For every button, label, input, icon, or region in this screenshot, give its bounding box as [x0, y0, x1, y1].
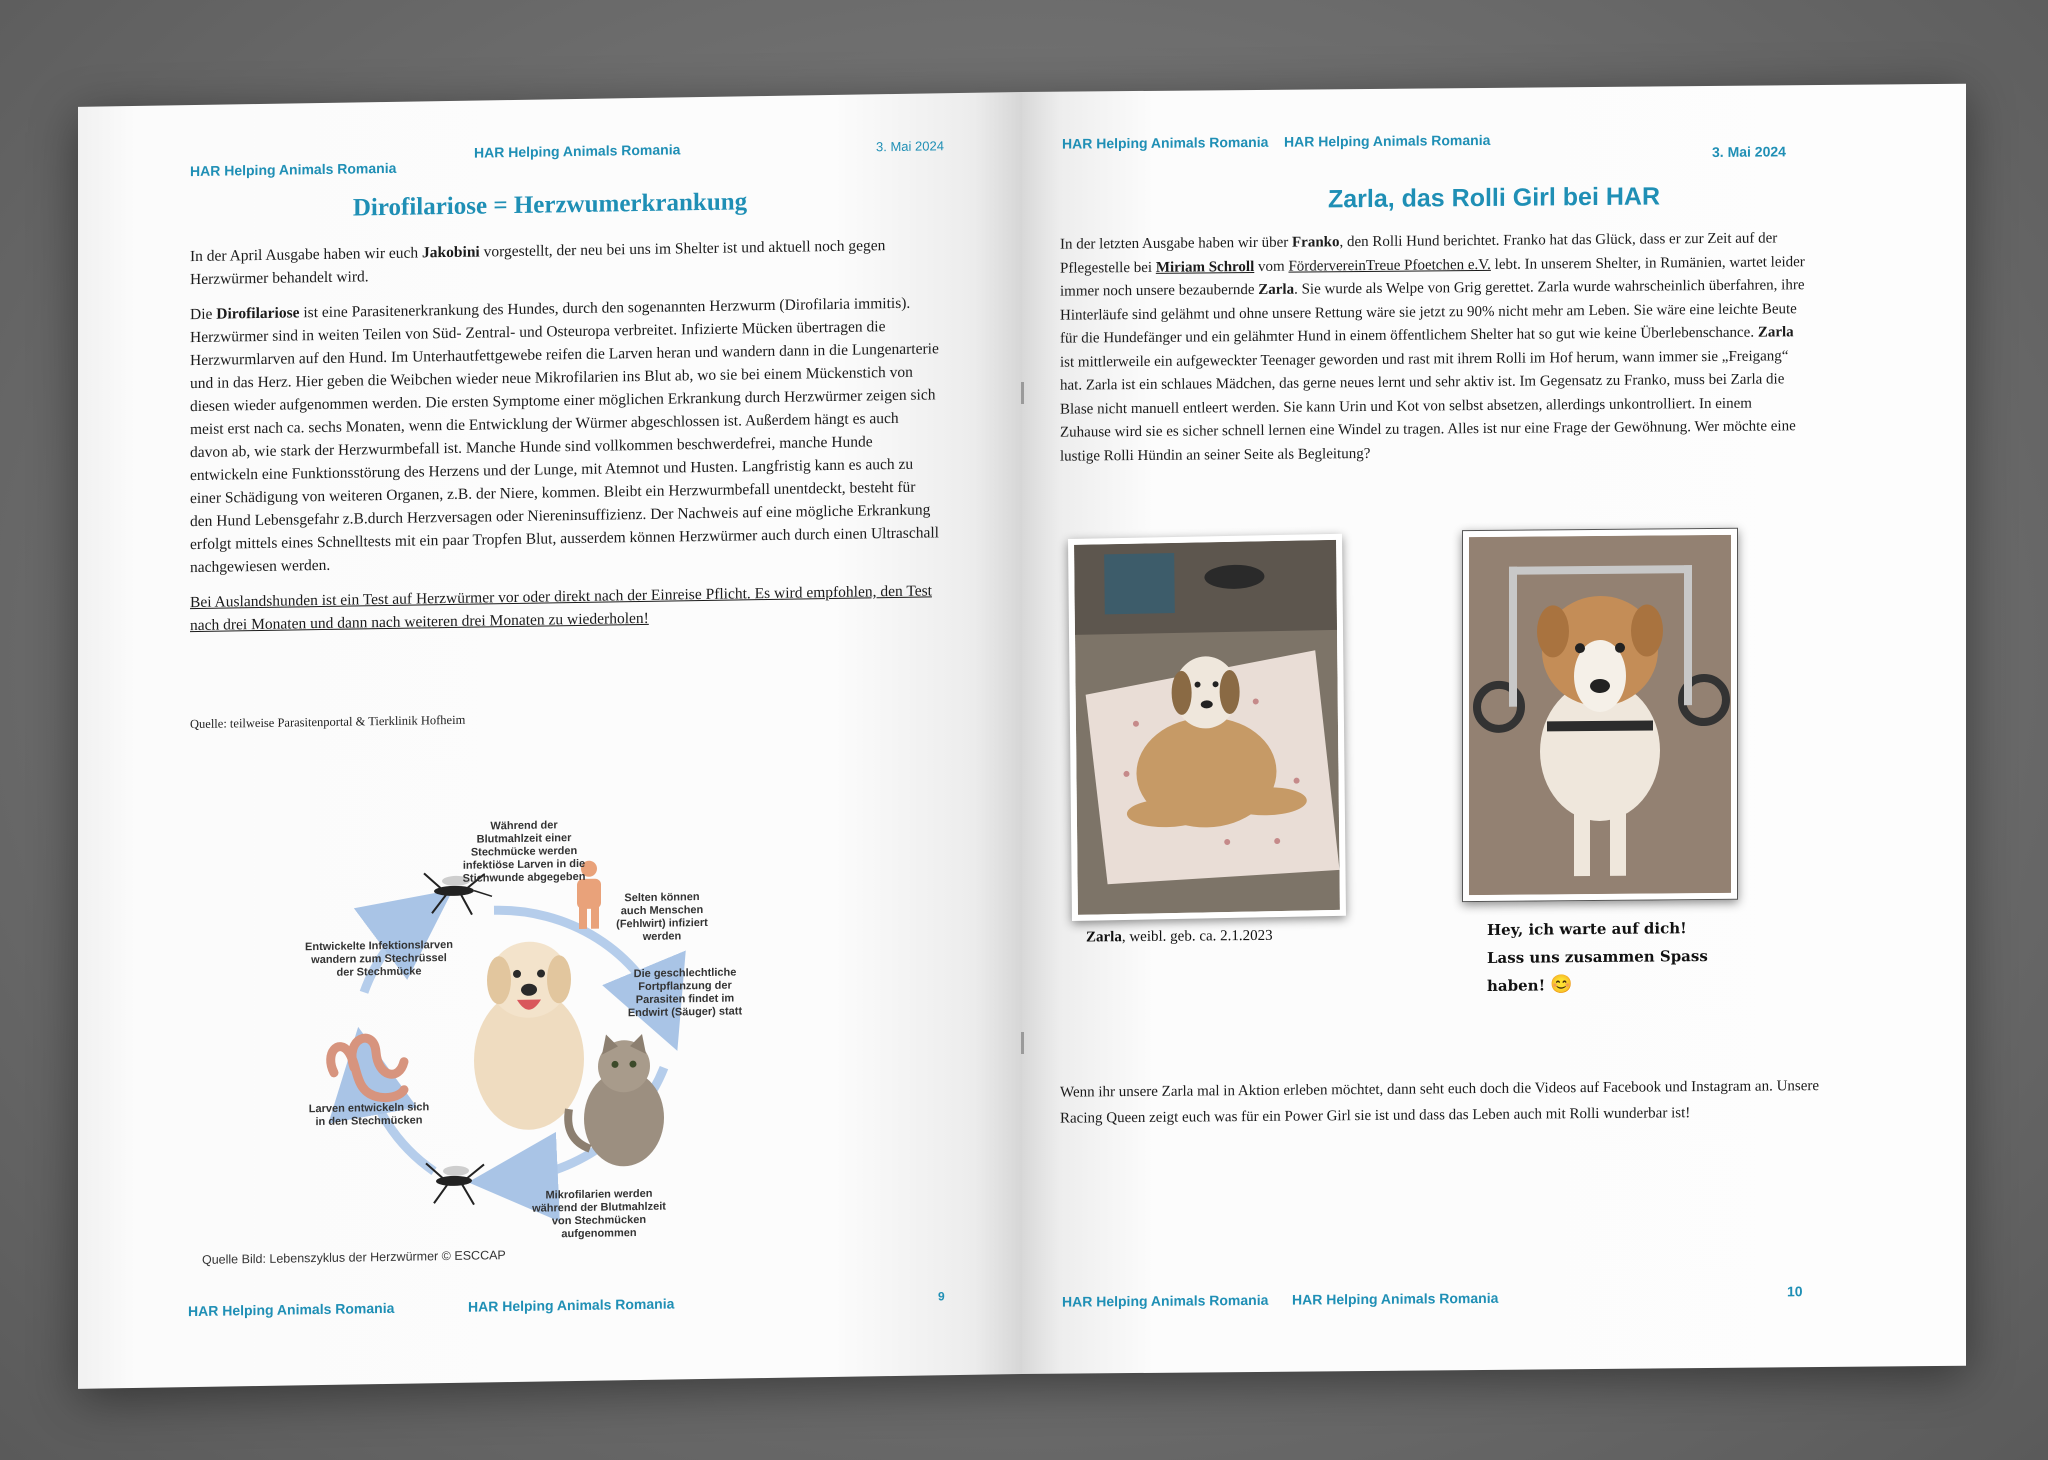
label-left-top: Entwickelte Infektionslarven wandern zum Stechrüssel der Stechmücke	[305, 938, 453, 979]
header-org-b: HAR Helping Animals Romania	[1284, 131, 1491, 150]
speech-text	[1487, 914, 1708, 1000]
footer-org-a: HAR Helping Animals Romania	[188, 1299, 395, 1320]
dog-icon	[474, 941, 584, 1131]
heartworm-lifecycle-diagram	[304, 816, 744, 1243]
staple-bottom	[1021, 1032, 1024, 1054]
zarla-wheelchair-image	[1469, 535, 1731, 895]
footer-org-b: HAR Helping Animals Romania	[468, 1295, 675, 1315]
footer-org-b: HAR Helping Animals Romania	[1292, 1289, 1499, 1308]
zarla-blanket-image	[1074, 540, 1340, 915]
closing-paragraph: Wenn ihr unsere Zarla mal in Aktion erleben möchtet, dann seht euch doch die Videos auf Facebook und Instagram an. Unsere Racing Queen zeigt euch was für ein Power Girl sie ist und dass das Leben auch mit Rolli wunderbar ist!	[1060, 1078, 1820, 1127]
header-date: 3. Mai 2024	[1712, 143, 1786, 160]
speech-line-2: Lass uns zusammen Spass	[1487, 947, 1708, 967]
photo-zarla-blanket	[1068, 534, 1346, 921]
label-left-bottom: Larven entwickeln sich in den Stechmücken	[308, 1101, 430, 1129]
image-source: Quelle Bild: Lebenszyklus der Herzwürmer © ESCCAP	[202, 1248, 506, 1267]
label-bottom: Mikrofilarien werden während der Blutmahlzeit von Stechmücken aufgenommen	[532, 1187, 666, 1241]
speech-line-3: haben! 😊	[1487, 974, 1573, 996]
notice-paragraph: Bei Auslandshunden ist ein Test auf Herzwürmer vor oder direkt nach der Einreise Pflicht. Es wird empfohlen, den Test nach drei Monaten und dann nach weiteren drei Monaten zu wiederholen!	[190, 582, 932, 635]
footer-org-a: HAR Helping Animals Romania	[1062, 1291, 1269, 1310]
speech-line-1: Hey, ich warte auf dich!	[1487, 919, 1687, 939]
header-org-a: HAR Helping Animals Romania	[1062, 133, 1269, 152]
smile-emoji-icon: 😊	[1550, 974, 1573, 996]
header-org-b: HAR Helping Animals Romania	[474, 141, 681, 161]
right-page	[1022, 84, 1966, 1374]
label-human: Selten können auch Menschen (Fehlwirt) infiziert werden	[616, 891, 708, 943]
magazine-spread	[78, 92, 1966, 1374]
article-title: Dirofilariose = Herzwumerkrankung	[352, 188, 748, 222]
page-number: 10	[1787, 1283, 1803, 1300]
main-paragraph: Die Dirofilariose ist eine Parasitenerkrankung des Hundes, durch den sogenannten Herzwurm (Dirofilaria immitis). Herzwürmer sind in weiten Teilen von Süd- Zentral- und Osteuropa verbreitet. Infizierte Mücken übertragen die Herzwurmlarven auf den Hund. Im Unterhautfettgewebe reifen die Larven heran und wandern dann in die Lungenarterie und in das Herz. Hier geben die Weibchen wieder neue Mikrofilarien ins Blut ab, wo sie bei einem Mückenstich von diesen wieder aufgenommen werden. Die ersten Symptome einer möglichen Erkrankung durch Herzwürmer zeigen sich meist erst nach ca. sechs Monaten, wenn die Entwicklung der Würmer abgeschlossen ist. Außerdem hängt es auch davon ab, wie stark der Herzwurmbefall ist. Manche Hunde sind vollkommen beschwerdefrei, manche Hunde entwickeln eine Funktionsstörung des Herzens und der Lunge, mit Atemnot und Husten. Langfristig kann es auch zu einer Schädigung von weiteren Organen, z.B. der Niere, kommen. Bleibt ein Herzwurmbefall unentdeckt, besteht für den Hund Lebensgefahr z.B.durch Herzversagen oder Niereninsuffizienz. Der Nachweis auf eine mögliche Erkrankung erfolgt mittels eines Schnelltests mit ein paar Tropfen Blut, ausserdem können Herzwürmer auch durch einen Ultraschall nachgewiesen werden.	[190, 294, 939, 577]
label-right: Die geschlechtliche Fortpflanzung der Parasiten findet im Endwirt (Säuger) statt	[627, 966, 743, 1020]
photo-zarla-wheelchair	[1462, 528, 1738, 902]
label-top: Während der Blutmahlzeit einer Stechmücke werden infektiöse Larven in die Stichwunde abgegeben	[462, 819, 586, 885]
story-paragraph: In der letzten Ausgabe haben wir über Franko, den Rolli Hund berichtet. Franko hat das Glück, dass er zur Zeit auf der Pflegestelle bei Miriam Schroll vom FördervereinTreue Pfoetchen e.V. lebt. In unserem Shelter, in Rumänien, wartet leider immer noch unsere bezaubernde Zarla. Sie wurde als Welpe von Grig gerettet. Zarla wurde wahrscheinlich überfahren, ihre Hinterläufe sind gelähmt und ohne unsere Rettung wäre sie jetzt zu 90% nicht mehr am Leben. Sie wäre eine leichte Beute für die Hundefänger und ein gelähmter Hund in einem öffentlichem Shelter hat so gut wie keine Überlebenschance. Zarla ist mittlerweile ein aufgeweckter Teenager geworden und rast mit ihrem Rolli im Hof herum, wann immer sie „Freigang“ hat. Zarla ist ein schlaues Mädchen, das gerne neues lernt und sehr aktiv ist. Im Gegensatz zu Franko, muss bei Zarla die Blase nicht manuell entleert werden. Sie kann Urin und Kot von selbst absetzen, allerdings unkontrolliert. In einem Zuhause wird sie es sicher schnell lernen eine Windel zu tragen. Alles ist nur eine Frage der Gewöhnung. Wer möchte eine lustige Rolli Hündin an seiner Seite als Begleitung?	[1060, 230, 1805, 465]
article-title: Zarla, das Rolli Girl bei HAR	[1327, 182, 1661, 214]
article-body	[190, 233, 940, 649]
left-page	[78, 92, 1022, 1389]
header-date: 3. Mai 2024	[876, 138, 944, 155]
text-source: Quelle: teilweise Parasitenportal & Tierklinik Hofheim	[190, 712, 466, 732]
staple-top	[1021, 382, 1024, 404]
page-number: 9	[938, 1289, 945, 1304]
article-body	[1060, 227, 1805, 481]
header-org-a: HAR Helping Animals Romania	[190, 159, 397, 180]
intro-paragraph: In der April Ausgabe haben wir euch Jakobini vorgestellt, der neu bei uns im Shelter ist und aktuell noch gegen Herzwürmer behandelt wird.	[190, 237, 886, 289]
photo-caption: Zarla, weibl. geb. ca. 2.1.2023	[1086, 927, 1273, 946]
